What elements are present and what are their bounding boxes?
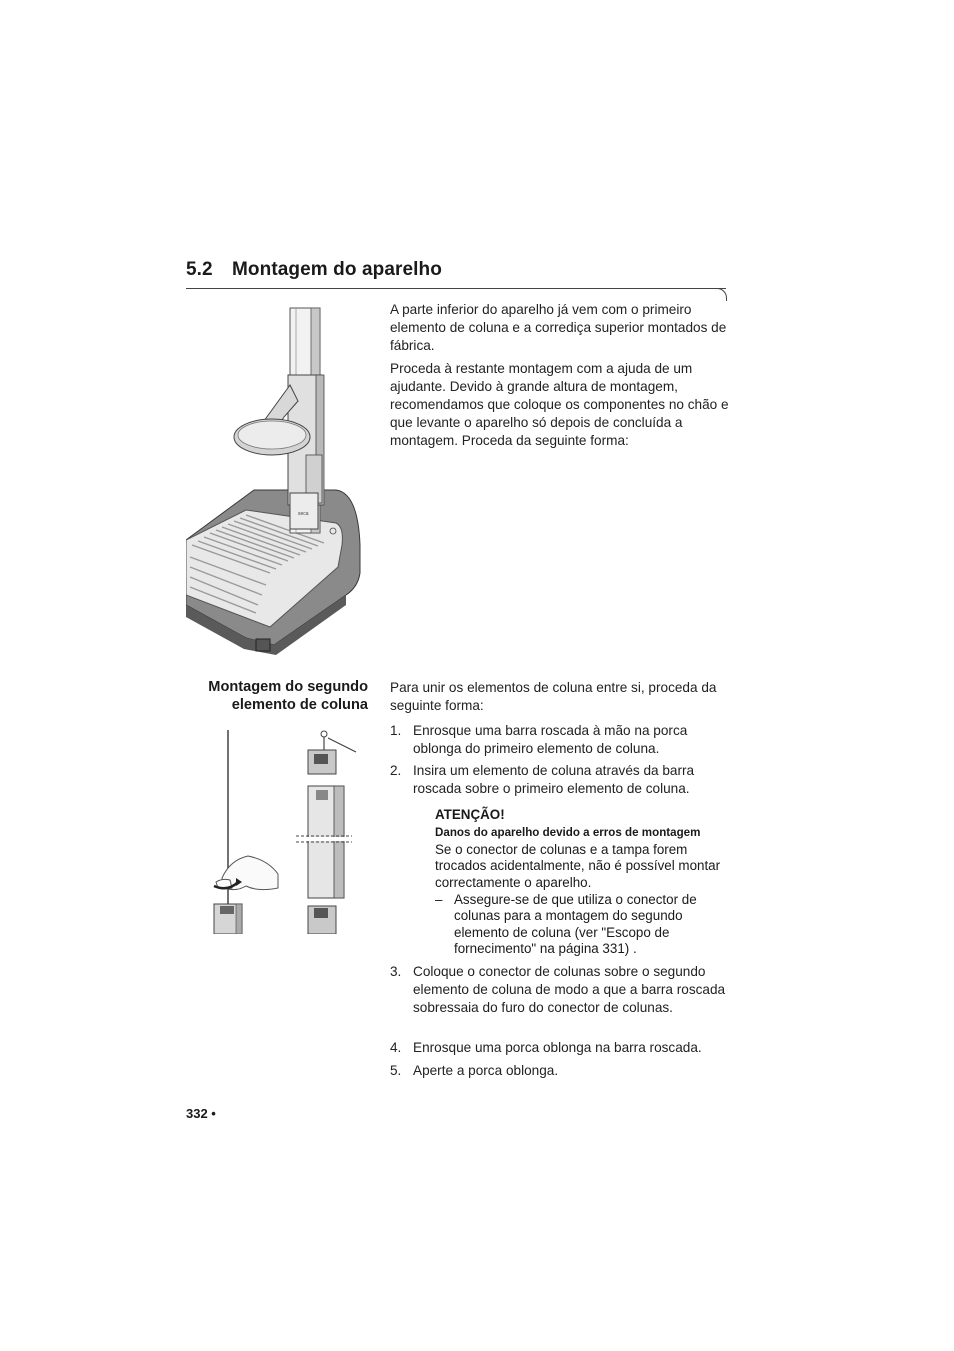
column-assembly-illustration [208,728,358,934]
step-5 [390,1062,735,1080]
subsection-title-line-2: elemento de coluna [231,697,368,713]
step-2 [390,762,735,798]
step-5-number: 5. [390,1063,402,1078]
step-3-text: Coloque o conector de colunas sobre o segundo elemento de coluna de modo a que a barra roscada sobressaia do furo do conector de colunas. [413,964,726,1015]
step-1-text: Enrosque uma barra roscada à mão na porca oblonga do primeiro elemento de coluna. [413,723,688,756]
heading-rule-curve [716,288,727,301]
step-2-number: 2. [390,763,402,778]
subsection-title [160,678,368,714]
subsection-intro: Para unir os elementos de coluna entre si, proceda da seguinte forma: [390,680,717,713]
heading-rule [186,288,726,289]
section-number: 5.2 [186,259,213,280]
step-4-text: Enrosque uma porca oblonga na barra roscada. [413,1040,702,1055]
step-3 [390,963,735,1035]
warning-bullet [435,892,735,958]
warning-bullet-dash: – [435,892,443,907]
device-base-illustration [186,305,366,660]
page-number: 332 • [186,1106,216,1121]
warning-title: ATENÇÃO! [435,807,505,822]
section-heading [186,259,442,281]
step-4 [390,1039,735,1057]
warning-body: Se o conector de colunas e a tampa forem trocados acidentalmente, não é possível montar correctamente o aparelho. [435,842,721,890]
warning-bullet-text: Assegure-se de que utiliza o conector de colunas para a montagem do segundo elemento de coluna (ver "Escopo de fornecimento" na página 331) . [454,892,697,956]
intro-paragraph-2: Proceda à restante montagem com a ajuda de um ajudante. Devido à grande altura de montagem, recomendamos que coloque os componentes no chão e que levante o aparelho só depois de concluída a montagem. Proceda da seguinte forma: [390,361,729,448]
brand-label: seca [298,511,309,517]
warning-subtitle: Danos do aparelho devido a erros de montagem [435,826,701,839]
subsection-title-line-1: Montagem do segundo [208,679,368,695]
step-1 [390,722,735,758]
step-5-text: Aperte a porca oblonga. [413,1063,559,1078]
intro-paragraph-1: A parte inferior do aparelho já vem com o primeiro elemento de coluna e a corrediça superior montados de fábrica. [390,302,727,353]
section-title: Montagem do aparelho [232,259,442,280]
step-1-number: 1. [390,723,402,738]
step-3-number: 3. [390,964,402,979]
step-2-text: Insira um elemento de coluna através da barra roscada sobre o primeiro elemento de coluna. [413,763,695,796]
step-4-number: 4. [390,1040,402,1055]
